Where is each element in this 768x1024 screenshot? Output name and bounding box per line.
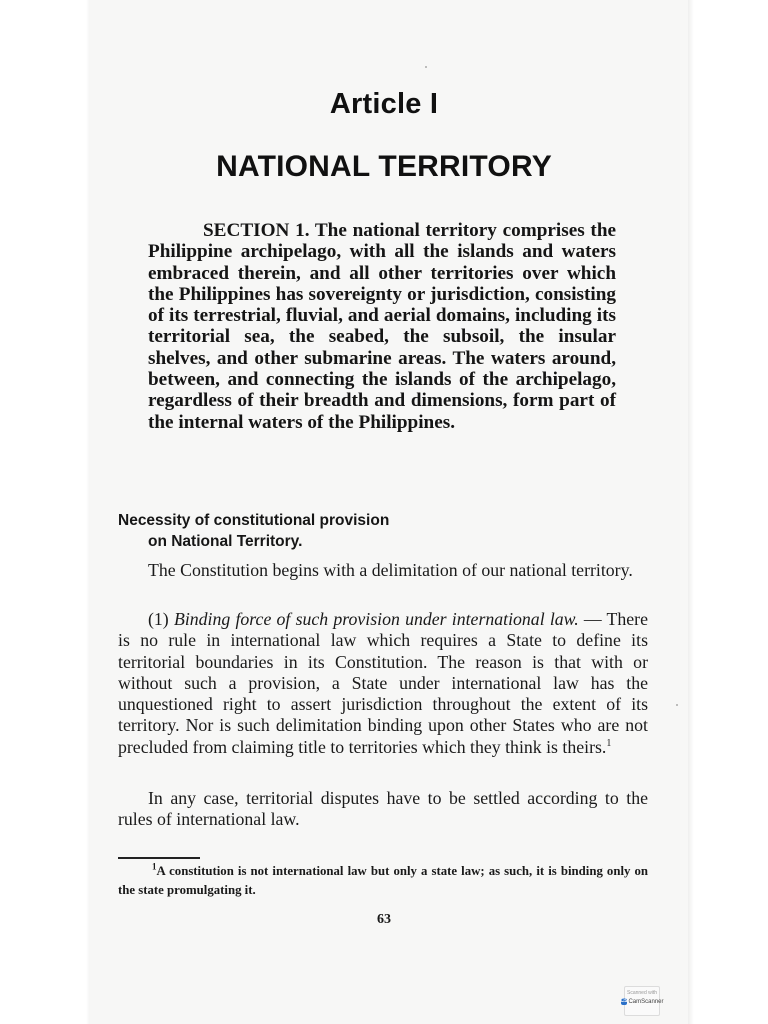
commentary-heading-line1: Necessity of constitutional provision bbox=[118, 512, 390, 529]
scan-speck bbox=[425, 66, 427, 68]
commentary-paragraph-1: The Constitution begins with a delimitation of our national territory. bbox=[148, 560, 633, 580]
footnote-marker: 1 bbox=[152, 861, 157, 872]
camscanner-logo-icon: CS bbox=[620, 998, 628, 1004]
article-title: Article I bbox=[329, 88, 439, 120]
paragraph-number: (1) bbox=[148, 609, 169, 629]
commentary-paragraph-3: In any case, territorial disputes have to be settled according to the rules of international law. bbox=[118, 788, 648, 830]
commentary-paragraph-2 bbox=[118, 609, 648, 758]
footnote-reference[interactable]: 1 bbox=[606, 737, 612, 749]
paragraph-2-body: — There is no rule in international law which requires a State to define its territorial boundaries in its Constitution. The reason is that with or without such a provision, a State under international law has the unquestioned right to assert jurisdiction throughout the extent of its territory. Nor is such delimitation binding upon other States who are not precluded from claiming title to territories which they think is theirs. bbox=[118, 609, 648, 757]
scanner-watermark-brand bbox=[620, 998, 664, 1005]
commentary-heading-line2: on National Territory. bbox=[148, 533, 303, 550]
page-number: 63 bbox=[377, 912, 391, 927]
scanner-watermark-caption: Scanned with bbox=[626, 990, 658, 996]
article-subtitle: NATIONAL TERRITORY bbox=[216, 150, 552, 183]
scanner-watermark-name: CamScanner bbox=[628, 998, 664, 1005]
scan-speck bbox=[676, 704, 678, 706]
paragraph-italic-lead: Binding force of such provision under international law. bbox=[173, 609, 579, 629]
footnote bbox=[118, 862, 648, 899]
commentary-heading bbox=[118, 510, 538, 552]
scanner-watermark bbox=[620, 986, 664, 1016]
section-1-text: SECTION 1. The national territory comprises the Philippine archipelago, with all the islands and waters embraced therein, and all other territories over which the Philippines has sovereignty or jurisdiction, consisting of its terrestrial, fluvial, and aerial domains, including its territorial sea, the seabed, the subsoil, the insular shelves, and other submarine areas. The waters around, between, and connecting the islands of the archipelago, regardless of their breadth and dimensions, form part of the internal waters of the Philippines. bbox=[148, 220, 616, 433]
footnote-text: A constitution is not international law but only a state law; as such, it is binding only on the state promulgating it. bbox=[118, 864, 648, 897]
footnote-divider bbox=[118, 857, 200, 859]
